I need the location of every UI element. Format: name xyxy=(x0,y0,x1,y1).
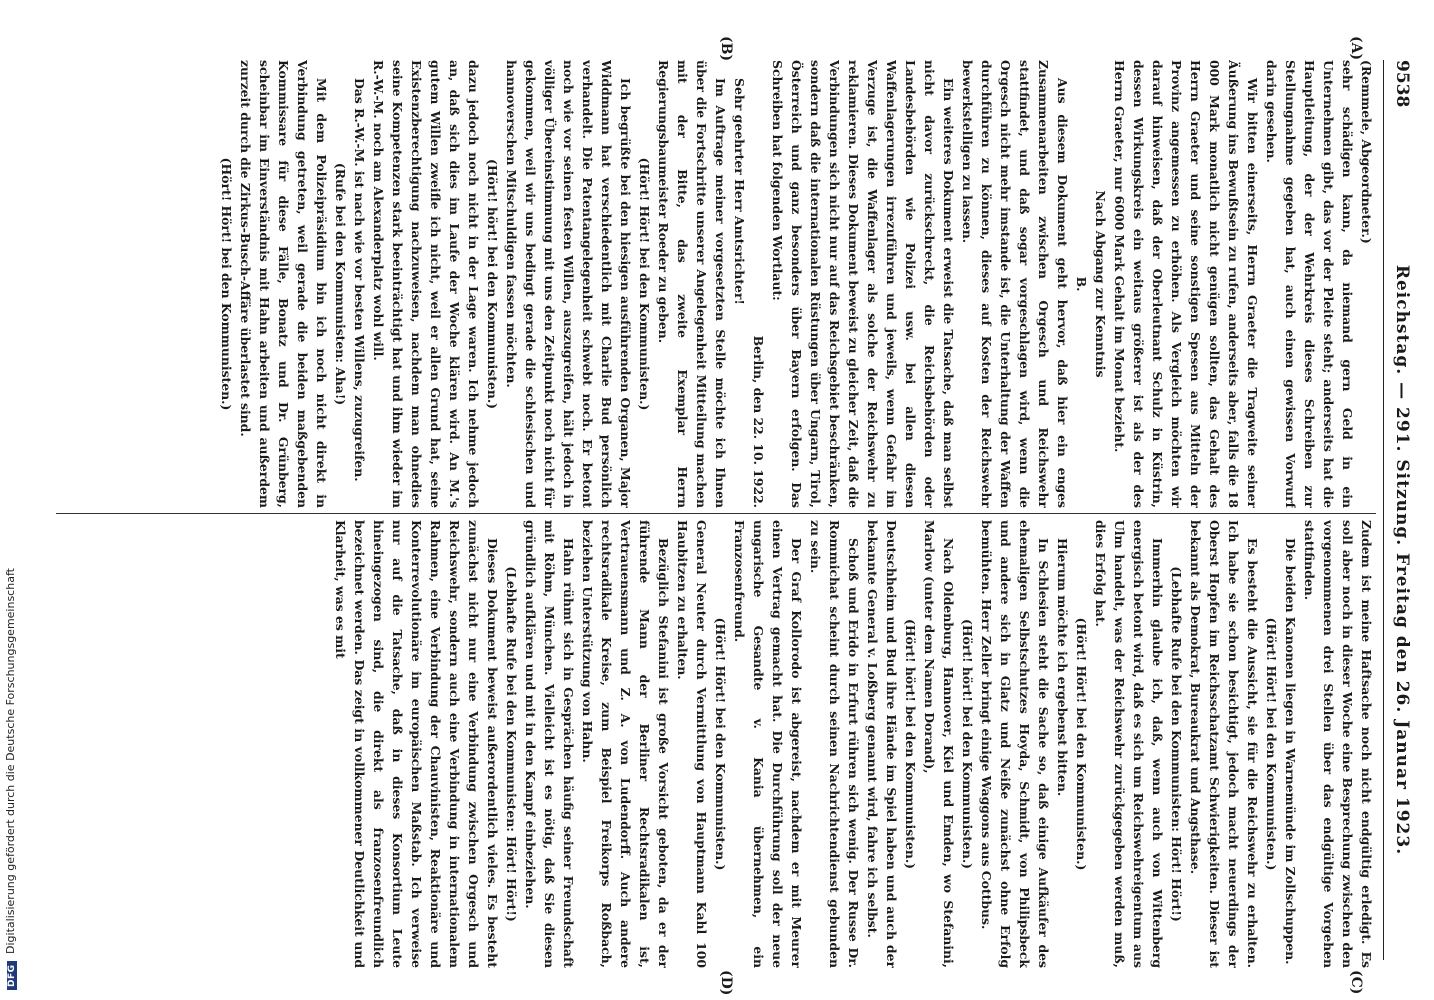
paragraph: Aus diesem Dokument geht hervor, daß hier ein enges Zusammenarbeiten zwischen Orgesch und Reichswehr stattfindet, und daß sogar vorgeschlagen wird, wenn die Orgesch nicht mehr imstande ist, die Unterhaltung der Waffen durchführen zu können, dieses auf Kosten der Reichswehr bewerkstelligen zu lassen. xyxy=(960,60,1070,508)
paragraph: Der Graf Kollorodo ist abgereist, nachdem er mit Meurer einen Vertrag gemacht hat. Die Durchführung soll der neue ungarische Gesandte v. Kania übernehmen, ein Franzosenfreund. xyxy=(732,520,804,968)
paragraph: Ein weiteres Dokument erweist die Tatsache, daß man selbst nicht davor zurückschreckt, die Reichsbehörden oder Landesbehörden wie Polizei usw. bei allen diesen Waffenlagerungen irrezuführen und jeweils, wenn Gefahr im Verzuge ist, die Waffenlager als solche der Reichswehr zu reklamieren. Dieses Dokument beweist zu gleicher Zeit, daß die Verbindungen sich nicht nur auf das Reichsgebiet beschränken, sondern daß die internationalen Rüstungen über Ungarn, Tirol, Österreich und ganz besonders über Bayern erfolgen. Das Schreiben hat folgenden Wortlaut: xyxy=(770,60,956,508)
page-header xyxy=(1388,60,1412,960)
interjection: (Lebhafte Rufe bei den Kommunisten: Hört! Hört!) xyxy=(504,566,519,922)
paragraph: dazu jedoch noch nicht in der Lage waren. Ich nehme jedoch an, daß sich dies im Laufe der Woche klären wird. An M.'s gutem Willen zweifle ich nicht, weil er allen Grund hat, seine Existenzberechtigung nachzuweisen, nachdem man ohnedies seine Kompetenzen stark beeinträchtigt hat und ihm wieder im R.-W.-M. noch am Alexanderplatz wohl will. xyxy=(371,60,481,508)
dfg-logo-icon: DFG xyxy=(7,961,17,990)
margin-marker-b: (B) xyxy=(718,36,734,62)
paragraph: Mit dem Polizeipräsidium bin ich noch nicht direkt in Verbindung getreten, weil gerade die beiden maßgebenden Kommissare für diese Fälle, Bonatz und Dr. Grünberg, scheinbar im Einverständnis mit Hahn arbeiten und außerdem zurzeit durch die Zirkus-Busch-Affäre überlastet sind. xyxy=(238,60,329,508)
paragraph: Wir bitten einerseits, Herrn Graeter die Tragweite seiner Äußerung ins Bewußtsein zu rufen, anderseits aber, falls die 18 000 Mark monatlich nicht genügen sollten, das Gehalt des Herrn Graeter und seine sonstigen Spesen aus Mitteln der Provinz angemessen zu erhöhen. Als Vergleich möchten wir darauf hinweisen, daß der Oberleutnant Schulz in Küstrin, dessen Wirkungskreis ein weitaus größerer ist als der des Herrn Graeter, nur 6000 Mark Gehalt im Monat bezieht. xyxy=(1112,60,1260,508)
interjection: (Hört! hört! bei den Kommunisten.) xyxy=(960,618,975,870)
digitization-sidebar xyxy=(0,0,26,1000)
paragraph: Im Auftrage meiner vorgesetzten Stelle möchte ich Ihnen über die Fortschritte unserer Angelegenheit Mitteilung machen mit der Bitte, das zweite Exemplar Herrn Regierungsbaumeister Roeder zu geben. xyxy=(656,60,728,508)
interjection: (Hört! Hört! bei den Kommunisten.) xyxy=(637,157,652,411)
section-letter: B. xyxy=(1074,276,1089,292)
paragraph: Hierum möchte ich ergebenst bitten. xyxy=(1055,538,1070,797)
margin-marker-c: (C) xyxy=(1348,970,1364,995)
paragraph: In Schlesien steht die Sache so, daß einige Aufkäufer des ehemaligen Selbstschutzes Hoyda, Schmidt, von Philipsbeck und andere sich in Glatz und Neiße zunächst ohne Erfolg bemühten. Herr Zeller bringt einige Waggons aus Cottbus. xyxy=(979,520,1051,968)
letter-date: Berlin, den 22. 10. 1922. xyxy=(751,335,766,508)
interjection: (Hört! Hört! bei den Kommunisten.) xyxy=(1264,617,1279,871)
column-divider xyxy=(56,513,1376,514)
interjection: (Hört! hört! bei den Kommunisten.) xyxy=(903,618,918,870)
paragraph: Bezüglich Stefanini ist große Vorsicht geboten, da er der führende Mann der Berliner Rechtsradikalen ist, Vertrauensmann und Z. A. von Ludendorff. Auch andere rechtsradikale Kreise, zum Beispiel Freikorps Roßbach, beziehen Unterstützung von Hahn. xyxy=(580,520,671,968)
paragraph: Immerhin glaube ich, daß, wenn auch von Wittenberg energisch betont wird, daß es sich um Reichswehreigentum aus Ulm handelt, was der Reichswehr zurückgegeben werden muß, dies Erfolg hat. xyxy=(1093,520,1165,968)
paragraph: Das R.-W.-M. ist nach wie vor besten Willens, zuzugreifen. xyxy=(352,78,367,482)
header-rule xyxy=(1383,60,1384,960)
page-number: 9538 xyxy=(1392,60,1412,108)
left-column xyxy=(36,60,1376,508)
interjection: (Hört! Hört! bei den Kommunisten.) xyxy=(219,157,234,411)
sidebar-credit-text: Digitalisierung gefördert durch die Deutsche Forschungsgemeinschaft xyxy=(4,568,17,954)
paragraph: Die beiden Kanonen liegen in Warnemünde im Zollschuppen. xyxy=(1283,538,1298,965)
interjection: (Hört! hört! bei den Kommunisten.) xyxy=(485,158,500,410)
paragraph: Zudem ist meine Haftsache noch nicht endgültig erledigt. Es soll aber noch in dieser Woche eine Besprechung zwischen den vorgenommenen drei Stellen über das endgültige Vorgehen stattfinden. xyxy=(1302,520,1374,968)
interjection: (Hört! Hört! bei den Kommunisten.) xyxy=(713,617,728,871)
paragraph: Deutschheim und Bud ihre Hände im Spiel haben und auch der bekannte General v. Loßberg genannt wird, fahre ich selbst. xyxy=(865,520,899,968)
speaker-label: (Remmele, Abgeordneter.) xyxy=(1359,60,1374,244)
paragraph: sehr schädigen kann, da niemand gern Geld in ein Unternehmen gibt, das vor der Pleite steht; anderseits hat die Hauptleitung, der der Wehrkreis dieses Schreiben zur Stellungnahme gegeben hat, auch einen gewissen Vorwurf darin gesehen. xyxy=(1264,60,1355,508)
paragraph: Nach Oldenburg, Hannover, Kiel und Emden, wo Stefanini, Marlow (unter dem Namen Dorand), xyxy=(922,520,956,968)
interjection: (Lebhafte Rufe bei den Kommunisten: Hört! Hört!) xyxy=(1169,566,1184,922)
paragraph: Hahn rühmt sich in Gesprächen häufig seiner Freundschaft mit Röhm, München. Vielleicht ist es nötig, daß Sie diesen gründlich aufklären und mit in den Kampf einbeziehen. xyxy=(523,520,576,968)
paragraph: Nach Abgang zur Kenntnis xyxy=(1093,190,1108,378)
margin-marker-a: (A) xyxy=(1348,36,1364,61)
right-column xyxy=(36,520,1376,968)
letter-salutation: Sehr geehrter Herr Amtsrichter! xyxy=(732,78,747,305)
paragraph: Es besteht die Aussicht, sie für die Reichswehr zu erhalten. Ich habe sie schon besichtigt, jedoch macht neuerdings der Oberst Hopfen im Reichsschatzamt Schwierigkeiten. Dieser ist bekannt als Demokrat, Bureaukrat und Angsthase. xyxy=(1188,520,1260,968)
paragraph: Schoß und Erido in Erfurt rühren sich wenig. Der Russe Dr. Rommichat scheint durch seinen Nachrichtendienst gebunden zu sein. xyxy=(808,520,861,968)
sidebar-credit xyxy=(4,290,22,990)
paragraph: Dieses Dokument beweist außerordentlich vieles. Es besteht zunächst nicht nur eine Verbindung zwischen Orgesch und Reichswehr, sondern auch eine Verbindung in internationalem Rahmen, eine Verbindung der Chauvinisten, Reaktionäre und Konterrevolutionäre im europäischen Maßstab. Ich verweise nur auf die Tatsache, daß in dieses Konsortium Leute hineingezogen sind, die direkt als franzosenfreundlich bezeichnet werden. Das zeigt in vollkommener Deutlichkeit und Klarheit, was es mit xyxy=(333,520,500,968)
page-title: Reichstag. — 291. Sitzung. Freitag den 26. Januar 1923. xyxy=(1392,264,1412,856)
paragraph: General Neuter durch Vermittlung von Hauptmann Kahl 100 Haubitzen zu erhalten. xyxy=(675,520,709,968)
interjection: (Rufe bei den Kommunisten: Aha!) xyxy=(333,162,348,406)
paragraph: Ich begrüßte bei den hiesigen ausführenden Organen, Major Widdmann hat verschiedentlich mit Charlie Bud persönlich verhandelt. Die Patentangelegenheit schwebt noch. Er betont noch wie vor seinen festen Willen, auszugreifen, hält jedoch in völliger Übereinstimmung mit uns den Zeitpunkt noch nicht für gekommen, weil wir uns bedingt gerade die schlesischen und hannoverschen Mitschuldigen fassen möchten. xyxy=(504,60,633,508)
interjection: (Hört! Hört! bei den Kommunisten.) xyxy=(1074,617,1089,871)
margin-marker-d: (D) xyxy=(718,970,734,996)
